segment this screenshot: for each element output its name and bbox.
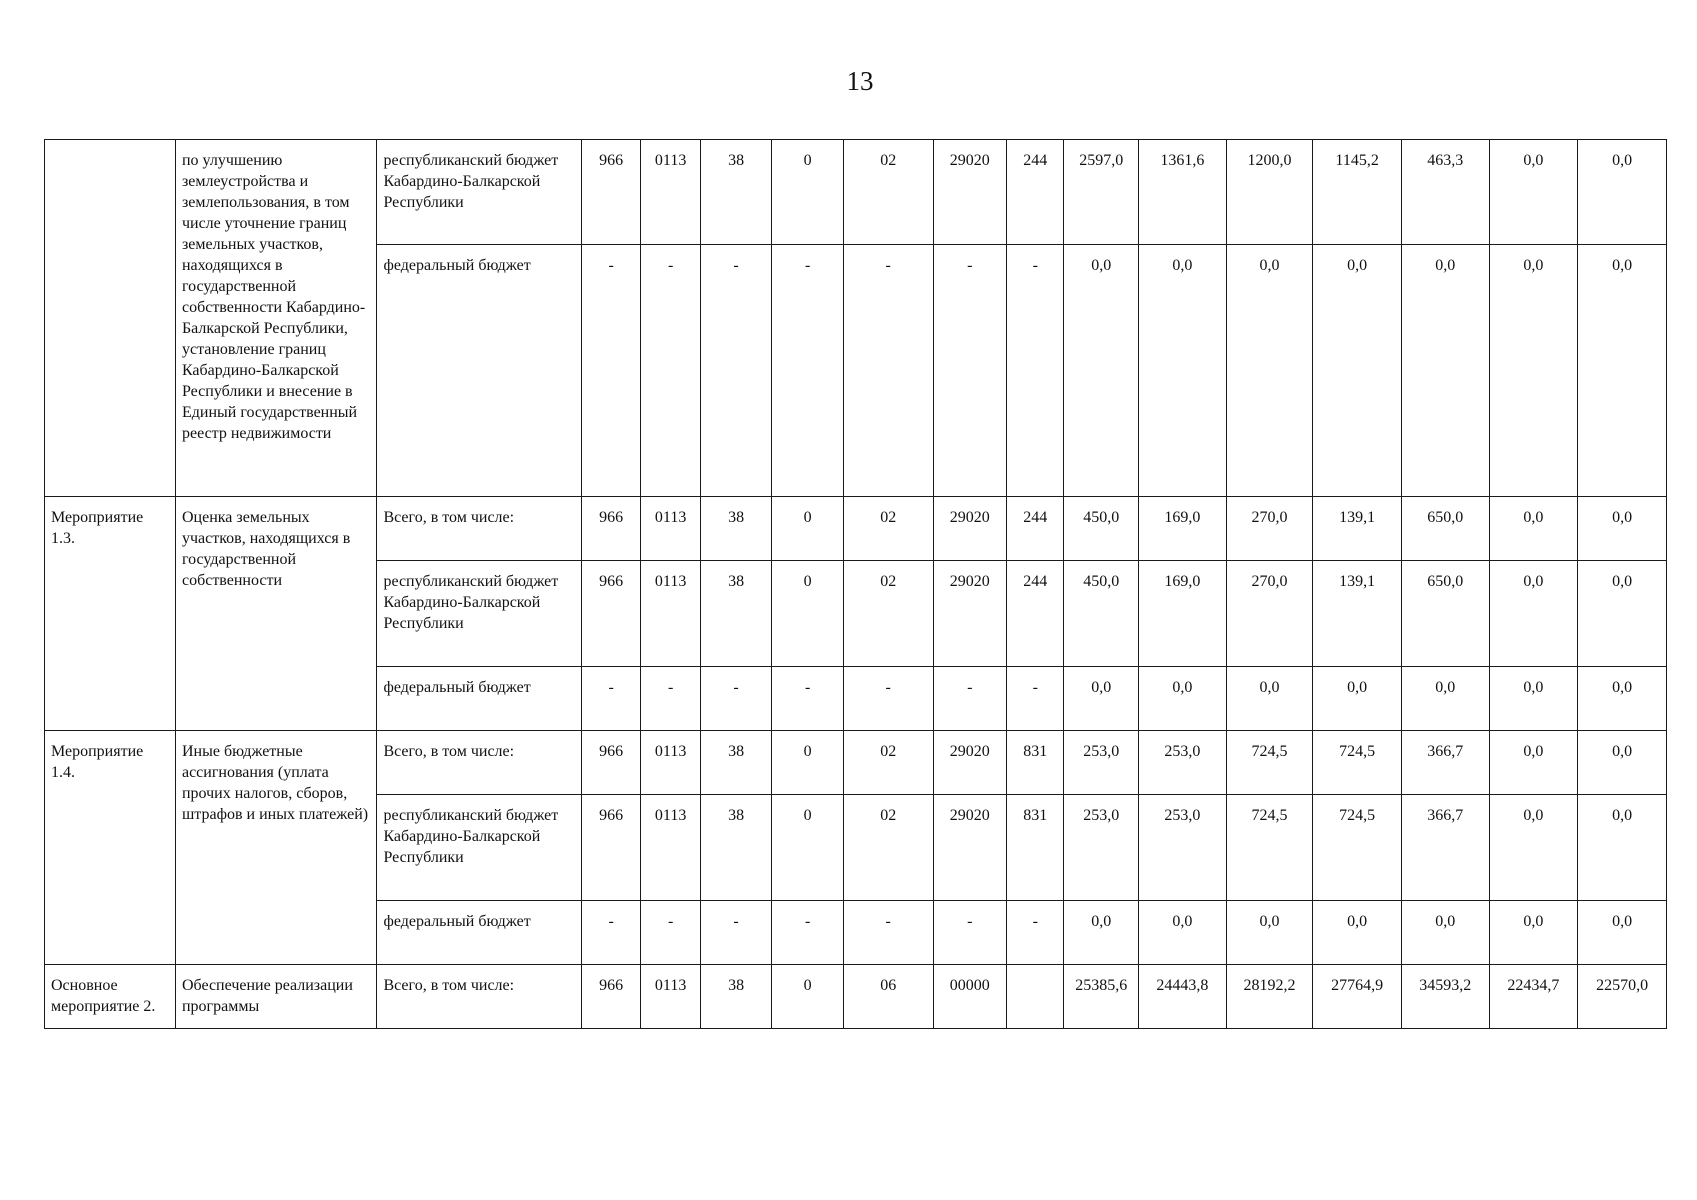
subprogram-code-cell: - [772,667,844,731]
value-year-2-cell: 24443,8 [1139,965,1227,1029]
value-year-5-cell: 366,7 [1401,795,1489,901]
value-year-6-cell: 0,0 [1489,140,1578,245]
funding-source-cell: Всего, в том числе: [377,497,582,561]
direction-code-cell: - [933,245,1007,497]
section-code-cell: 0113 [641,965,700,1029]
value-year-6-cell: 22434,7 [1489,965,1578,1029]
subprogram-code-cell: 0 [772,731,844,795]
direction-code-cell: 00000 [933,965,1007,1029]
value-year-6-cell: 0,0 [1489,561,1578,667]
value-year-7-cell: 0,0 [1578,795,1667,901]
funding-source-cell: Всего, в том числе: [377,965,582,1029]
expense-type-code-cell: - [1007,245,1064,497]
table-row [45,965,1667,1029]
value-year-1-cell: 0,0 [1064,901,1139,965]
value-year-4-cell: 0,0 [1313,667,1402,731]
budget-table [44,139,1667,1029]
direction-code-cell: 29020 [933,140,1007,245]
section-code-cell: - [641,901,700,965]
value-year-2-cell: 0,0 [1139,667,1227,731]
value-year-3-cell: 1200,0 [1226,140,1313,245]
value-year-3-cell: 270,0 [1226,561,1313,667]
funding-source-cell: федеральный бюджет [377,245,582,497]
value-year-4-cell: 139,1 [1313,497,1402,561]
table-row [45,497,1667,561]
value-year-4-cell: 1145,2 [1313,140,1402,245]
expense-type-code-cell: 244 [1007,140,1064,245]
description-cell: Обеспечение реализации программы [175,965,376,1029]
value-year-2-cell: 169,0 [1139,561,1227,667]
program-code-cell: 38 [700,795,772,901]
ministry-code-cell: 966 [581,965,640,1029]
value-year-7-cell: 0,0 [1578,731,1667,795]
program-code-cell: 38 [700,965,772,1029]
ministry-code-cell: 966 [581,561,640,667]
expense-type-code-cell: 244 [1007,561,1064,667]
description-cell: по улучшению землеустройства и землепользования, в том числе уточнение границ земельных участков, находящихся в государственной собственности Кабардино-Балкарской Республики, установление границ Кабардино-Балкарской Республики и внесение в Единый государственный реестр недвижимости [175,140,376,497]
value-year-7-cell: 0,0 [1578,901,1667,965]
value-year-1-cell: 0,0 [1064,667,1139,731]
section-code-cell: 0113 [641,731,700,795]
subprogram-code-cell: 0 [772,795,844,901]
value-year-7-cell: 0,0 [1578,667,1667,731]
value-year-3-cell: 0,0 [1226,667,1313,731]
section-code-cell: 0113 [641,795,700,901]
value-year-4-cell: 724,5 [1313,795,1402,901]
event-cell: Мероприятие 1.3. [45,497,176,731]
table-row [45,731,1667,795]
expense-type-code-cell: - [1007,901,1064,965]
section-code-cell: - [641,667,700,731]
value-year-7-cell: 0,0 [1578,561,1667,667]
value-year-6-cell: 0,0 [1489,667,1578,731]
value-year-6-cell: 0,0 [1489,497,1578,561]
event-code-cell: - [843,245,933,497]
value-year-6-cell: 0,0 [1489,901,1578,965]
value-year-5-cell: 650,0 [1401,497,1489,561]
value-year-3-cell: 724,5 [1226,795,1313,901]
subprogram-code-cell: 0 [772,561,844,667]
subprogram-code-cell: 0 [772,965,844,1029]
value-year-3-cell: 0,0 [1226,901,1313,965]
program-code-cell: 38 [700,497,772,561]
value-year-1-cell: 0,0 [1064,245,1139,497]
expense-type-code-cell: - [1007,667,1064,731]
value-year-3-cell: 0,0 [1226,245,1313,497]
event-code-cell: 02 [843,731,933,795]
ministry-code-cell: 966 [581,731,640,795]
program-code-cell: 38 [700,140,772,245]
value-year-2-cell: 0,0 [1139,245,1227,497]
value-year-1-cell: 25385,6 [1064,965,1139,1029]
value-year-1-cell: 253,0 [1064,731,1139,795]
direction-code-cell: - [933,667,1007,731]
value-year-2-cell: 0,0 [1139,901,1227,965]
value-year-1-cell: 450,0 [1064,561,1139,667]
value-year-2-cell: 253,0 [1139,731,1227,795]
value-year-6-cell: 0,0 [1489,795,1578,901]
section-code-cell: 0113 [641,497,700,561]
program-code-cell: 38 [700,561,772,667]
value-year-2-cell: 253,0 [1139,795,1227,901]
expense-type-code-cell: 244 [1007,497,1064,561]
section-code-cell: 0113 [641,140,700,245]
value-year-1-cell: 2597,0 [1064,140,1139,245]
value-year-5-cell: 34593,2 [1401,965,1489,1029]
value-year-3-cell: 270,0 [1226,497,1313,561]
funding-source-cell: республиканский бюджет Кабардино-Балкарской Республики [377,140,582,245]
value-year-3-cell: 724,5 [1226,731,1313,795]
direction-code-cell: - [933,901,1007,965]
value-year-5-cell: 650,0 [1401,561,1489,667]
subprogram-code-cell: - [772,901,844,965]
event-code-cell: 02 [843,497,933,561]
direction-code-cell: 29020 [933,795,1007,901]
section-code-cell: 0113 [641,561,700,667]
page-number: 13 [846,66,874,96]
description-cell: Иные бюджетные ассигнования (уплата прочих налогов, сборов, штрафов и иных платежей) [175,731,376,965]
ministry-code-cell: 966 [581,795,640,901]
event-cell: Основное мероприятие 2. [45,965,176,1029]
value-year-5-cell: 0,0 [1401,667,1489,731]
program-code-cell: - [700,667,772,731]
direction-code-cell: 29020 [933,731,1007,795]
value-year-5-cell: 366,7 [1401,731,1489,795]
expense-type-code-cell: 831 [1007,731,1064,795]
value-year-1-cell: 253,0 [1064,795,1139,901]
event-code-cell: - [843,901,933,965]
subprogram-code-cell: 0 [772,140,844,245]
value-year-2-cell: 169,0 [1139,497,1227,561]
value-year-4-cell: 724,5 [1313,731,1402,795]
subprogram-code-cell: - [772,245,844,497]
section-code-cell: - [641,245,700,497]
event-code-cell: 02 [843,561,933,667]
expense-type-code-cell: 831 [1007,795,1064,901]
program-code-cell: - [700,901,772,965]
event-cell [45,140,176,497]
funding-source-cell: республиканский бюджет Кабардино-Балкарской Республики [377,795,582,901]
funding-source-cell: республиканский бюджет Кабардино-Балкарской Республики [377,561,582,667]
value-year-6-cell: 0,0 [1489,731,1578,795]
value-year-4-cell: 27764,9 [1313,965,1402,1029]
value-year-5-cell: 0,0 [1401,901,1489,965]
ministry-code-cell: - [581,667,640,731]
value-year-7-cell: 0,0 [1578,245,1667,497]
event-code-cell: - [843,667,933,731]
direction-code-cell: 29020 [933,497,1007,561]
event-code-cell: 06 [843,965,933,1029]
value-year-4-cell: 0,0 [1313,245,1402,497]
value-year-6-cell: 0,0 [1489,245,1578,497]
value-year-4-cell: 0,0 [1313,901,1402,965]
ministry-code-cell: 966 [581,140,640,245]
funding-source-cell: Всего, в том числе: [377,731,582,795]
value-year-7-cell: 0,0 [1578,497,1667,561]
value-year-5-cell: 0,0 [1401,245,1489,497]
event-code-cell: 02 [843,140,933,245]
program-code-cell: - [700,245,772,497]
value-year-2-cell: 1361,6 [1139,140,1227,245]
program-code-cell: 38 [700,731,772,795]
value-year-3-cell: 28192,2 [1226,965,1313,1029]
funding-source-cell: федеральный бюджет [377,667,582,731]
ministry-code-cell: 966 [581,497,640,561]
funding-source-cell: федеральный бюджет [377,901,582,965]
direction-code-cell: 29020 [933,561,1007,667]
value-year-7-cell: 0,0 [1578,140,1667,245]
description-cell: Оценка земельных участков, находящихся в государственной собственности [175,497,376,731]
ministry-code-cell: - [581,901,640,965]
value-year-5-cell: 463,3 [1401,140,1489,245]
expense-type-code-cell [1007,965,1064,1029]
table-row [45,140,1667,245]
ministry-code-cell: - [581,245,640,497]
event-cell: Мероприятие 1.4. [45,731,176,965]
value-year-1-cell: 450,0 [1064,497,1139,561]
value-year-4-cell: 139,1 [1313,561,1402,667]
value-year-7-cell: 22570,0 [1578,965,1667,1029]
event-code-cell: 02 [843,795,933,901]
subprogram-code-cell: 0 [772,497,844,561]
